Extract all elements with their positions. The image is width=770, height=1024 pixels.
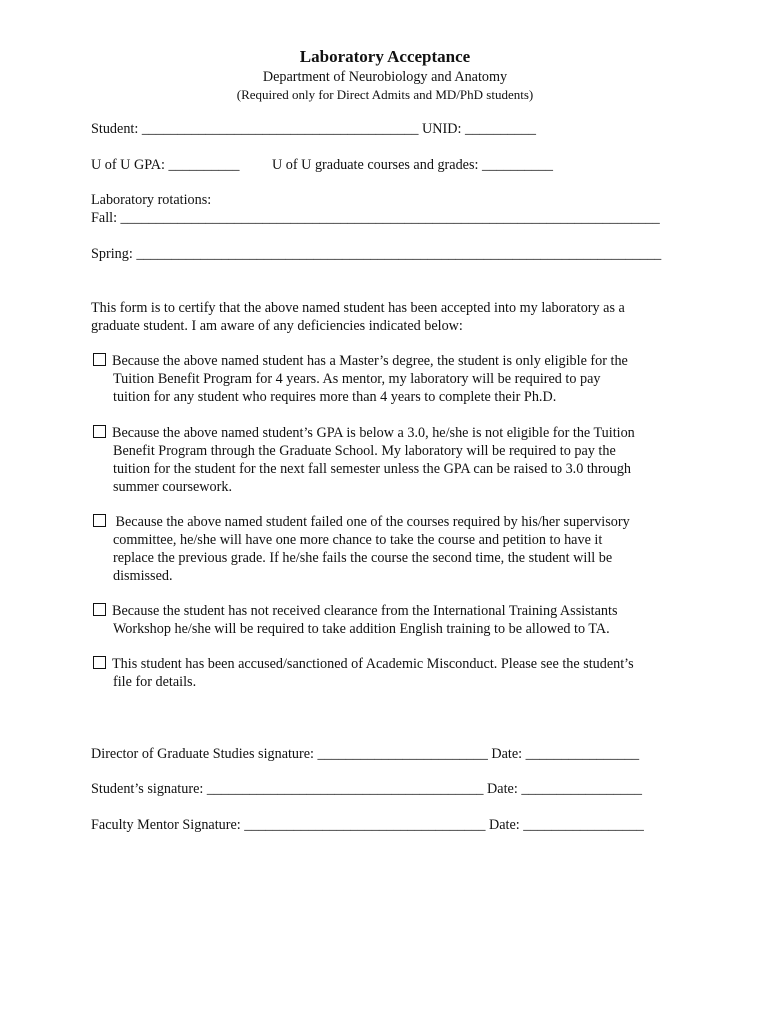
director-signature-field[interactable]: Director of Graduate Studies signature: ________________________ Date: ________________ bbox=[91, 746, 640, 762]
option-text: tuition for the student for the next fall semester unless the GPA can be raised to 3.0 through bbox=[113, 461, 632, 477]
deficiency-option-misconduct bbox=[93, 655, 693, 691]
option-text: Because the above named student has a Master’s degree, the student is only eligible for the bbox=[112, 353, 628, 369]
deficiency-option-masters bbox=[93, 352, 693, 406]
option-text: Because the above named student’s GPA is below a 3.0, he/she is not eligible for the Tuition bbox=[112, 425, 635, 441]
option-text: committee, he/she will have one more chance to take the course and petition to have it bbox=[113, 532, 603, 548]
certification-line: This form is to certify that the above named student has been accepted into my laboratory as a bbox=[91, 300, 625, 316]
student-unid-field[interactable]: Student: _______________________________________ UNID: __________ bbox=[91, 121, 536, 137]
option-text: dismissed. bbox=[113, 568, 173, 584]
mentor-signature-field[interactable]: Faculty Mentor Signature: __________________________________ Date: _________________ bbox=[91, 817, 644, 833]
department-name: Department of Neurobiology and Anatomy bbox=[262, 69, 508, 85]
option-text: summer coursework. bbox=[113, 479, 232, 495]
option-text: Workshop he/she will be required to take addition English training to be allowed to TA. bbox=[113, 621, 610, 637]
option-text: Tuition Benefit Program for 4 years. As mentor, my laboratory will be required to pay bbox=[113, 371, 601, 387]
rotations-label: Laboratory rotations: bbox=[91, 192, 212, 208]
checkbox[interactable] bbox=[93, 514, 106, 527]
option-text: Benefit Program through the Graduate School. My laboratory will be required to pay the bbox=[113, 443, 616, 459]
option-text: tuition for any student who requires more than 4 years to complete their Ph.D. bbox=[113, 389, 557, 405]
fall-rotation-field[interactable]: Fall: ____________________________________________________________________________ bbox=[91, 210, 660, 226]
deficiency-option-ita-clearance bbox=[93, 602, 693, 638]
checkbox[interactable] bbox=[93, 353, 106, 366]
deficiency-option-gpa bbox=[93, 424, 693, 496]
checkbox[interactable] bbox=[93, 425, 106, 438]
certification-statement bbox=[91, 299, 691, 335]
spring-rotation-field[interactable]: Spring: __________________________________________________________________________ bbox=[91, 246, 662, 262]
student-signature-field[interactable]: Student’s signature: _______________________________________ Date: _________________ bbox=[91, 781, 642, 797]
option-text: file for details. bbox=[113, 674, 197, 690]
page-title: Laboratory Acceptance bbox=[299, 47, 471, 66]
option-text: Because the student has not received clearance from the International Training Assistants bbox=[112, 603, 618, 619]
checkbox[interactable] bbox=[93, 656, 106, 669]
certification-line: graduate student. I am aware of any deficiencies indicated below: bbox=[91, 318, 463, 334]
checkbox[interactable] bbox=[93, 603, 106, 616]
option-text: replace the previous grade. If he/she fails the course the second time, the student will be bbox=[113, 550, 613, 566]
deficiency-option-failed-course bbox=[93, 513, 693, 585]
option-text: Because the above named student failed one of the courses required by his/her supervisory bbox=[112, 514, 630, 530]
gpa-field[interactable]: U of U GPA: __________ bbox=[91, 157, 240, 173]
courses-grades-field[interactable]: U of U graduate courses and grades: __________ bbox=[272, 157, 553, 173]
option-text: This student has been accused/sanctioned of Academic Misconduct. Please see the student’s bbox=[112, 656, 634, 672]
requirement-note: (Required only for Direct Admits and MD/PhD students) bbox=[236, 87, 534, 102]
